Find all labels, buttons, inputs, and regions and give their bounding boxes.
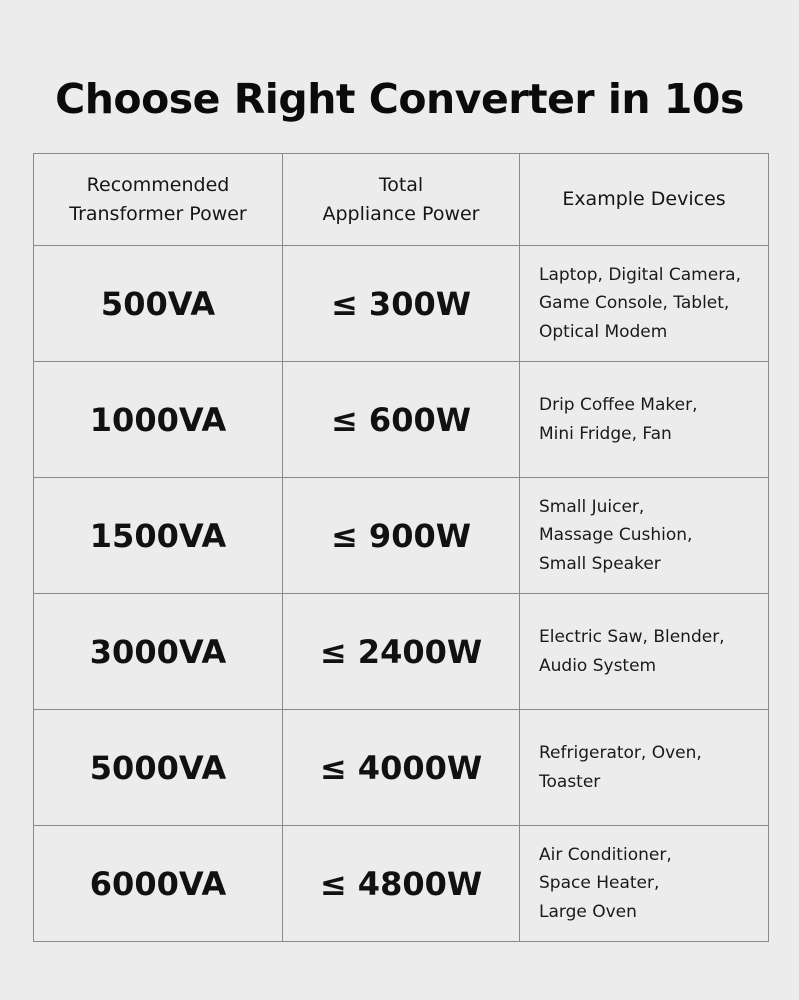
table-row: [34, 826, 769, 942]
device-line: Small Juicer,: [539, 496, 645, 517]
transformer-power-cell: 5000VA: [34, 710, 283, 826]
table-row: [34, 246, 769, 362]
device-line: Space Heater,: [539, 873, 660, 894]
header-transformer-power: [34, 154, 283, 246]
example-devices-cell: [520, 478, 769, 594]
device-line: Optical Modem: [539, 321, 668, 342]
table-row: [34, 478, 769, 594]
transformer-power-cell: 1000VA: [34, 362, 283, 478]
device-line: Small Speaker: [539, 553, 661, 574]
appliance-power-cell: ≤ 300W: [283, 246, 520, 362]
header-row: [34, 154, 769, 246]
device-line: Refrigerator, Oven,: [539, 743, 702, 763]
device-line: Toaster: [539, 771, 601, 792]
example-devices-cell: [520, 710, 769, 826]
example-devices-cell: [520, 246, 769, 362]
table-row: [34, 362, 769, 478]
appliance-power-cell: ≤ 2400W: [283, 594, 520, 710]
device-line: Laptop, Digital Camera,: [539, 264, 741, 285]
device-line: Audio System: [539, 655, 657, 676]
header-line: Total: [378, 173, 424, 196]
header-example-devices: [520, 154, 769, 246]
transformer-power-cell: 1500VA: [34, 478, 283, 594]
table-row: [34, 710, 769, 826]
example-devices-cell: [520, 362, 769, 478]
device-line: Air Conditioner,: [539, 844, 672, 865]
header-line: Appliance Power: [322, 202, 480, 225]
device-line: Mini Fridge, Fan: [539, 423, 672, 444]
header-line: Transformer Power: [69, 202, 247, 225]
header-appliance-power: [283, 154, 520, 246]
example-devices-cell: [520, 594, 769, 710]
appliance-power-cell: ≤ 4800W: [283, 826, 520, 942]
appliance-power-cell: ≤ 4000W: [283, 710, 520, 826]
header-line: Recommended: [86, 173, 230, 196]
appliance-power-cell: ≤ 900W: [283, 478, 520, 594]
converter-table: [33, 153, 769, 942]
page-title: Choose Right Converter in 10s: [55, 75, 744, 124]
device-line: Drip Coffee Maker,: [539, 395, 698, 415]
transformer-power-cell: 500VA: [34, 246, 283, 362]
transformer-power-cell: 6000VA: [34, 826, 283, 942]
transformer-power-cell: 3000VA: [34, 594, 283, 710]
device-line: Large Oven: [539, 901, 637, 922]
device-line: Game Console, Tablet,: [539, 293, 730, 314]
appliance-power-cell: ≤ 600W: [283, 362, 520, 478]
header-line: Example Devices: [562, 188, 726, 210]
example-devices-cell: [520, 826, 769, 942]
device-line: Massage Cushion,: [539, 525, 693, 546]
table-row: [34, 594, 769, 710]
device-line: Electric Saw, Blender,: [539, 627, 725, 647]
